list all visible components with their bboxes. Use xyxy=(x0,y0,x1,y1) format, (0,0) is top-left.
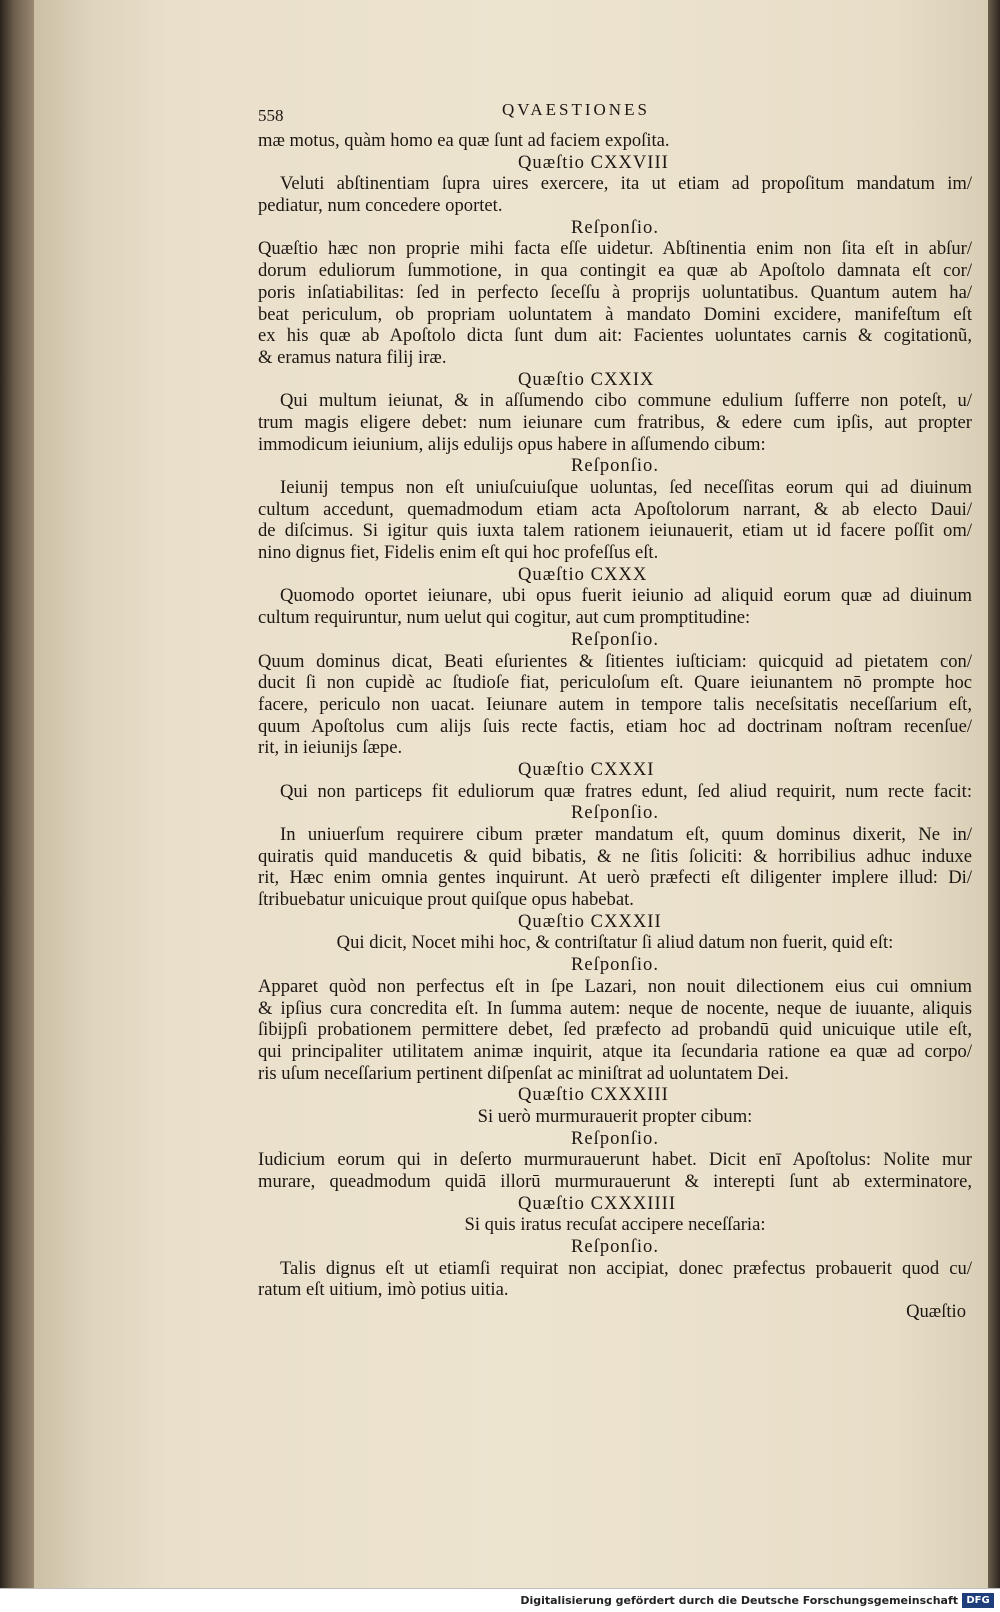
running-head xyxy=(258,100,972,130)
book-spine xyxy=(0,0,34,1588)
text-line: quum Apoſtolus cum alijs ſuis recte factis, etiam hoc ad doctrinam noſtram recenſue/ xyxy=(258,715,972,737)
text-line: poris inſatiabilitas: ſed in perfecto ſeceſſu à proprijs uoluntatibus. Quantum autem ha/ xyxy=(258,281,972,303)
text-line: Quomodo oportet ieiunare, ubi opus fuerit ieiunio ad aliquid eorum quæ ad diuinum xyxy=(280,585,972,607)
section-heading: Quæſtio CXXXIII xyxy=(518,1084,669,1106)
section-heading: Reſponſio. xyxy=(571,628,659,650)
text-line: nino dignus fiet, Fidelis enim eſt qui hoc profeſſus eſt. xyxy=(258,542,659,564)
section-heading: Reſponſio. xyxy=(571,1236,659,1258)
section-heading: Quæſtio CXXXI xyxy=(518,758,655,780)
text-line: Qui non particeps fit eduliorum quæ fratres edunt, ſed aliud requirit, num recte facit: xyxy=(280,780,972,802)
text-line: cultum accedunt, quemadmodum etiam acta Apoſtolorum narrant, & ab electo Daui/ xyxy=(258,498,972,520)
section-heading: Reſponſio. xyxy=(571,1127,659,1149)
section-heading: Reſponſio. xyxy=(571,455,659,477)
section-heading: Reſponſio. xyxy=(571,954,659,976)
text-line: Qui dicit, Nocet mihi hoc, & contriſtatur ſi aliud datum non fuerit, quid eſt: xyxy=(336,932,894,954)
text-line: Talis dignus eſt ut etiamſi requirat non accipiat, donec præfectus probauerit quod cu/ xyxy=(280,1257,972,1279)
text-lines xyxy=(258,130,972,1301)
text-line: facere, periculo non uacat. Ieiunare autem in tempore talis neceſsitatis neceſſarium eſt, xyxy=(258,693,972,715)
section-heading: Quæſtio CXXXIIII xyxy=(518,1192,677,1214)
section-heading: Quæſtio CXXIX xyxy=(518,368,655,390)
footer-bar xyxy=(0,1588,1000,1612)
text-line: Ieiunij tempus non eſt uniuſcuiuſque uoluntas, ſed neceſſitas eorum qui ad diuinum xyxy=(280,477,972,498)
section-heading: Quæſtio CXXVIII xyxy=(518,151,669,173)
text-line: Apparet quòd non perfectus eſt in ſpe Lazari, non nouit dilectionem eius cui omnium xyxy=(258,975,972,997)
text-line: ex his quæ ab Apoſtolo dicta ſunt dum ait: Facientes uoluntates carnis & cogitationũ, xyxy=(258,325,972,347)
text-line: Iudicium eorum qui in deſerto murmurauerunt habet. Dicit enī Apoſtolus: Nolite mur xyxy=(258,1149,972,1171)
dfg-logo-icon: DFG xyxy=(962,1593,994,1608)
text-line: Si quis iratus recuſat accipere neceſſaria: xyxy=(464,1214,766,1236)
text-line: pediatur, num concedere oportet. xyxy=(258,195,503,217)
catchword: Quæſtio xyxy=(906,1301,966,1323)
running-head-title: QVAESTIONES xyxy=(502,100,650,119)
text-block xyxy=(258,100,972,1323)
section-heading: Quæſtio CXXX xyxy=(518,563,648,585)
text-line: Veluti abſtinentiam ſupra uires exercere, ita ut etiam ad propoſitum mandatum im/ xyxy=(280,173,972,195)
text-line: de diſcimus. Si igitur quis iuxta talem rationem ieiunauerit, etiam ut id facere poſſit om/ xyxy=(258,520,972,542)
text-line: ratum eſt uitium, imò potius uitia. xyxy=(258,1279,509,1301)
text-line: In uniuerſum requirere cibum præter mandatum eſt, quum dominus dixerit, Ne in/ xyxy=(280,824,972,845)
text-line: immodicum ieiunium, alijs edulijs opus habere in aſſumendo cibum: xyxy=(258,433,766,455)
page-number: 558 xyxy=(258,106,284,125)
text-line: & eramus natura filij iræ. xyxy=(258,346,447,368)
text-line: Quæſtio hæc non proprie mihi facta eſſe uidetur. Abſtinentia enim non ſita eſt in abſur/ xyxy=(258,238,972,260)
footer-credit: Digitalisierung gefördert durch die Deutsche Forschungsgemeinschaft xyxy=(520,1594,958,1607)
text-line: rit, in ieiunijs ſæpe. xyxy=(258,737,403,759)
text-line: ris uſum neceſſarium pertinent diſpenſat ac miniſtrat ad uoluntatem Dei. xyxy=(258,1062,789,1084)
text-line: Si uerò murmurauerit propter cibum: xyxy=(477,1105,753,1127)
text-line: Qui multum ieiunat, & in aſſumendo cibo commune edulium ſufferre non poteſt, u/ xyxy=(280,390,972,412)
text-line: mæ motus, quàm homo ea quæ ſunt ad faciem expoſita. xyxy=(258,130,670,151)
section-heading: Reſponſio. xyxy=(571,802,659,824)
text-line: trum magis eligere debet: num ieiunare cum fratribus, & edere cum ipſis, aut propter xyxy=(258,411,972,433)
page-edge xyxy=(988,0,1000,1588)
text-line: beat periculum, ob propriam uoluntatem à mandato Domini excidere, manifeſtum eſt xyxy=(258,303,972,325)
text-line: quiratis quid manducetis & quid bibatis, & ne ſitis ſoliciti: & horribilius adhuc induxe xyxy=(258,845,972,867)
section-heading: Quæſtio CXXXII xyxy=(518,910,662,932)
text-line: dorum eduliorum ſummotione, in qua contingit ea quæ ab Apoſtolo damnata eſt cor/ xyxy=(258,260,972,282)
text-line: rit, Hæc enim omnia gentes inquirunt. At uerò præfecti eſt diligenter implere illud: Di/ xyxy=(258,867,972,889)
text-line: qui principaliter utilitatem animæ inquirit, atque ita ſecundaria ratione ea quæ ad corpo/ xyxy=(258,1040,972,1062)
text-line: Quum dominus dicat, Beati eſurientes & ſitientes iuſticiam: quicquid ad pietatem con/ xyxy=(258,650,972,672)
text-line: murare, queadmodum quidā illorū murmurauerunt & interepti ſunt ab exterminatore, xyxy=(258,1171,972,1192)
text-line: ſtribuebatur unicuique prout quiſque opus habebat. xyxy=(258,889,634,911)
section-heading: Reſponſio. xyxy=(571,216,659,238)
text-line: ſibijpſi probationem permittere debet, ſed præfecto ad probandū quid unicuique utile eſt, xyxy=(258,1019,972,1041)
text-line: cultum requiruntur, num uelut qui cogitur, aut cum promptitudine: xyxy=(258,607,751,629)
text-line: ducit ſi non cupidè ac ſtudioſe fiat, periculoſum eſt. Quare ieiunantem nō prompte hoc xyxy=(258,672,972,694)
text-line: & ipſius cura concredita eſt. In ſumma autem: neque de nocente, neque de iuuante, aliquis xyxy=(258,997,972,1019)
